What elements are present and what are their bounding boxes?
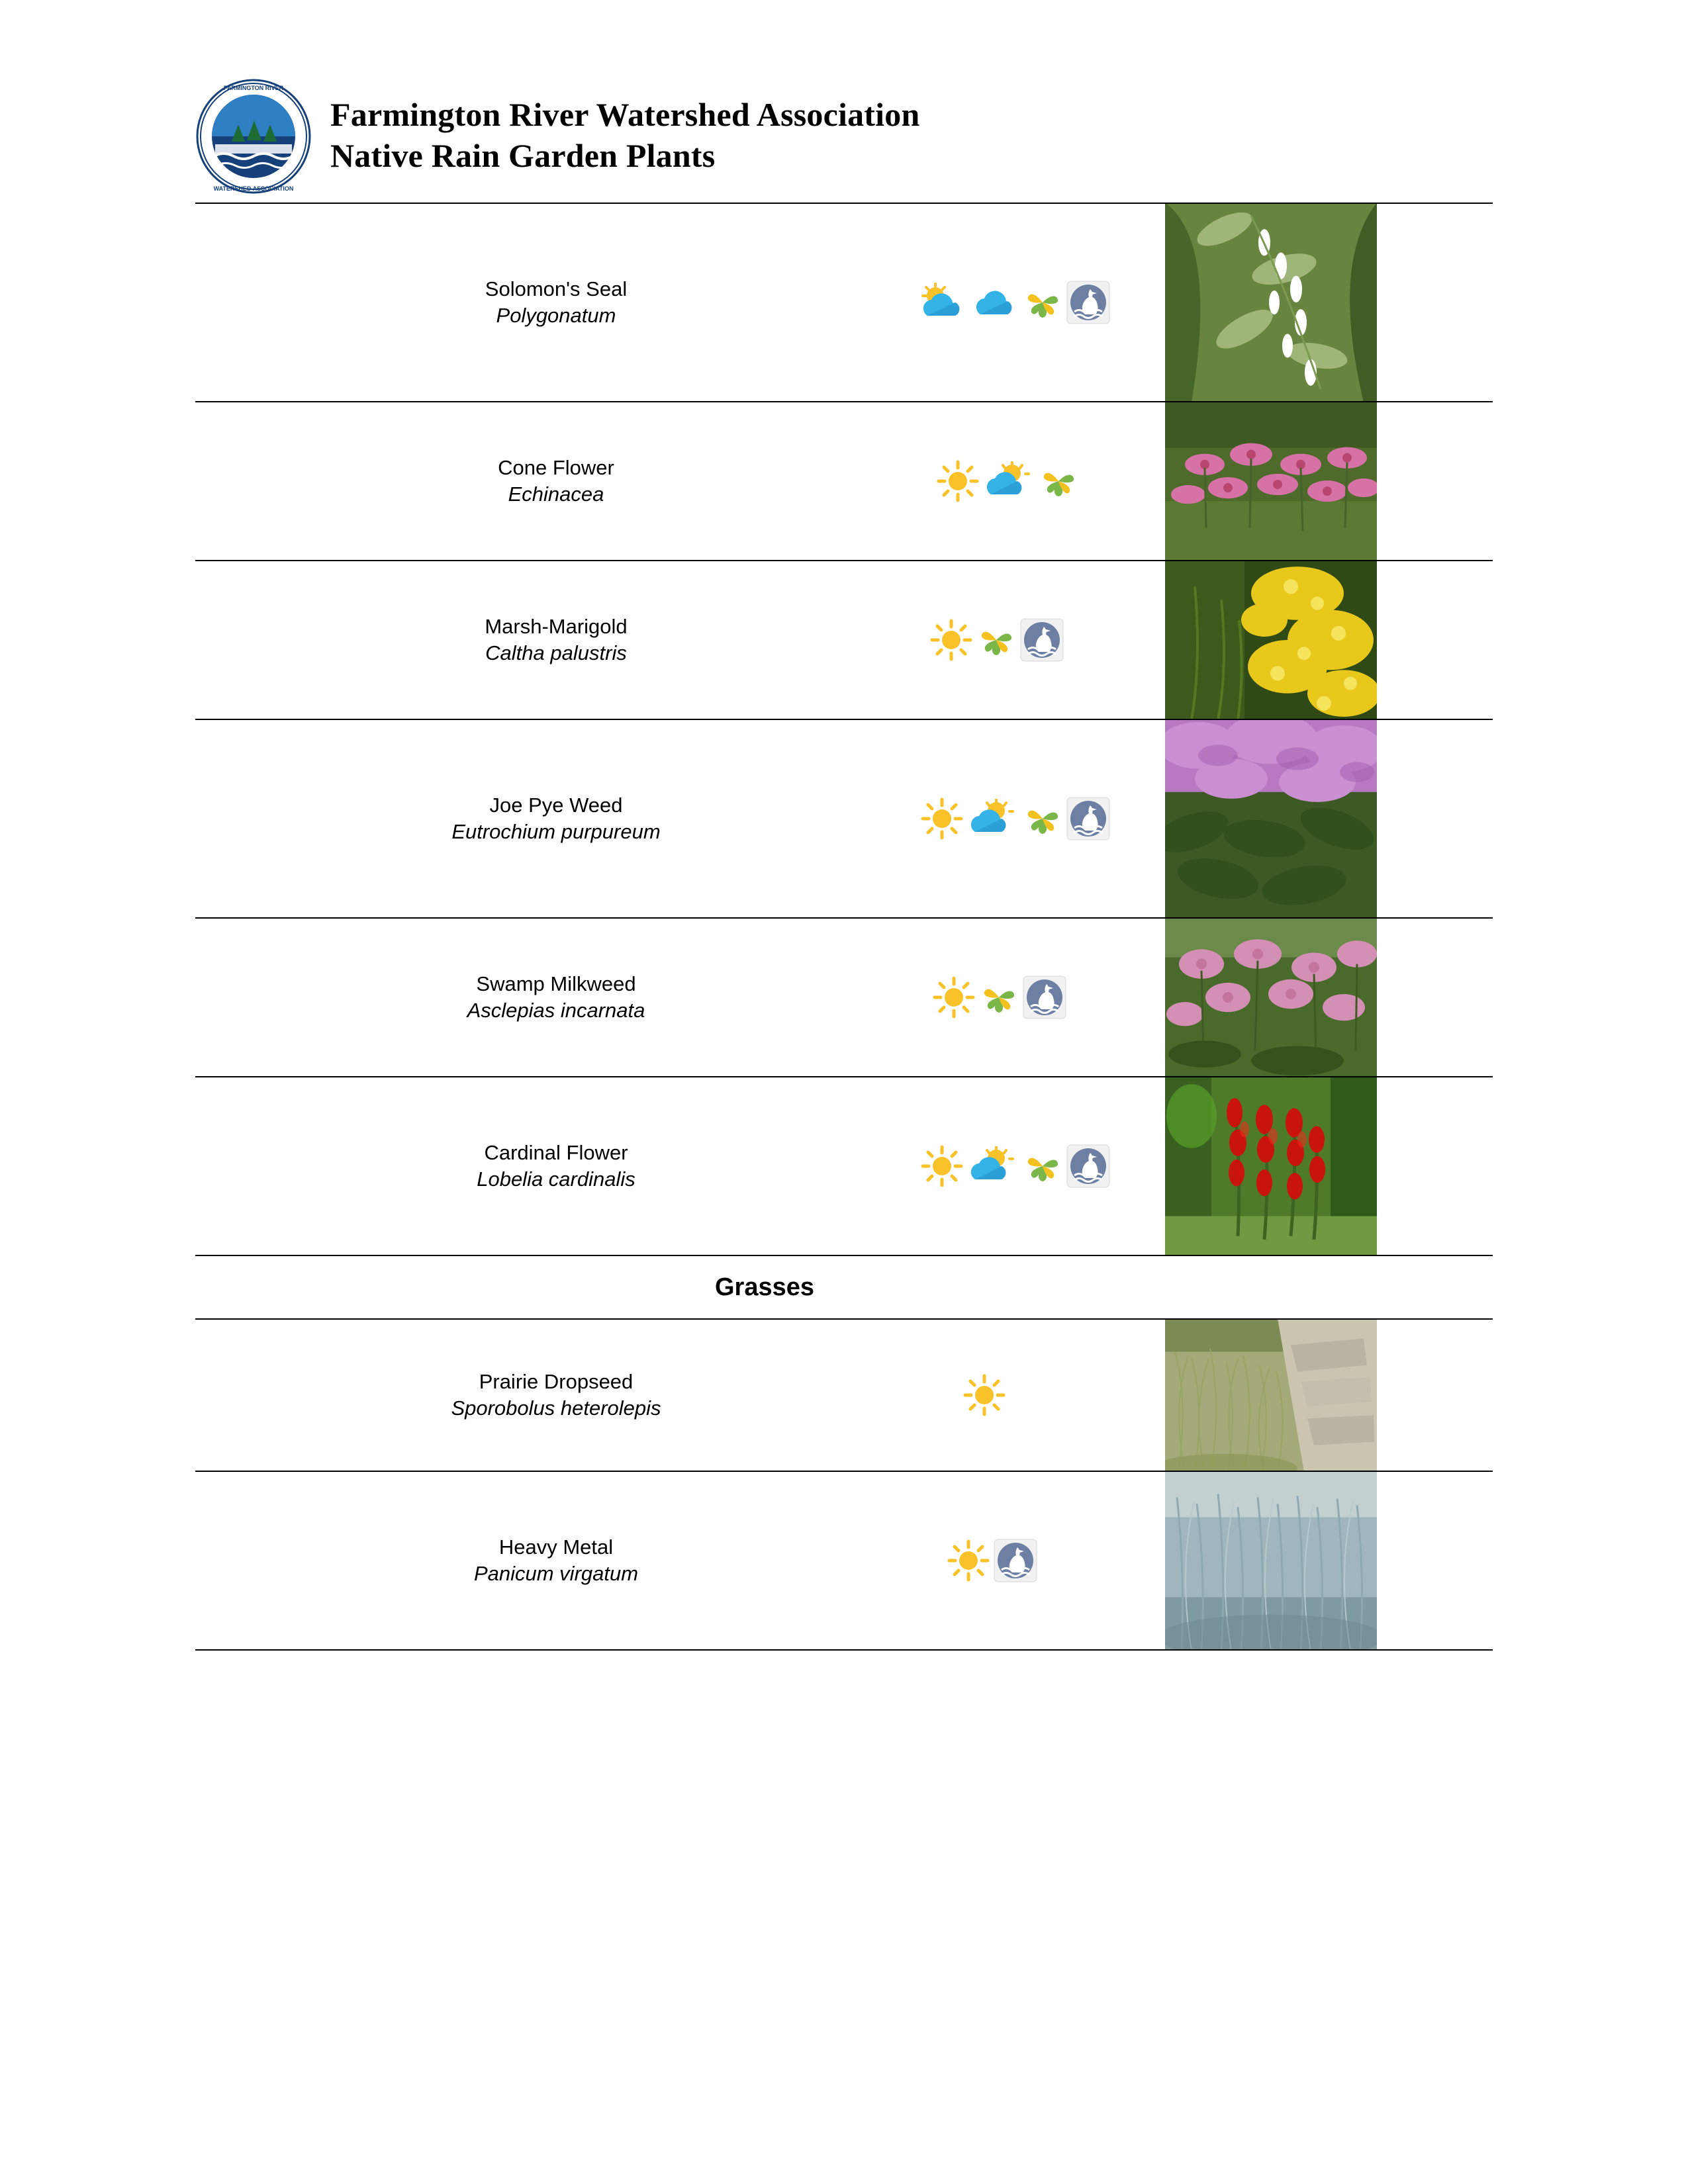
marsh-marigold-photo [1165,561,1377,719]
table-row [195,560,1493,719]
cone-flower-photo [1165,402,1377,560]
plant-scientific-name: Caltha palustris [485,641,627,664]
joe-pye-weed-photo [1165,720,1377,917]
plant-common-name: Joe Pye Weed [489,794,623,817]
plant-scientific-name: Panicum virgatum [473,1562,639,1585]
full-sun-icon [947,1539,990,1582]
table-row [195,1076,1493,1255]
document-header [195,78,1493,204]
pollinator-leaf-icon [1023,283,1062,322]
organization-title: Farmington River Watershed Association [330,96,920,133]
full-sun-icon [921,797,963,840]
prairie-dropseed-photo [1165,1320,1377,1471]
section-title: Grasses [714,1273,814,1301]
table-row [195,719,1493,917]
plant-scientific-name: Polygonatum [496,304,616,327]
partial-sun-icon [983,461,1035,501]
plant-name-cell [195,971,917,1024]
pollinator-leaf-icon [1023,1146,1062,1186]
shade-cloud-icon [972,283,1019,322]
pollinator-leaf-icon [976,620,1016,660]
plant-name-cell [195,276,917,329]
plant-scientific-name: Lobelia cardinalis [477,1167,635,1191]
plant-common-name: Marsh-Marigold [485,615,628,638]
full-sun-icon [933,976,975,1019]
header-titles [330,78,919,176]
plant-scientific-name: Asclepias incarnata [467,999,645,1022]
water-tolerant-heron-icon [1023,976,1066,1019]
plant-scientific-name: Sporobolus heterolepis [451,1396,661,1420]
plant-condition-icons [917,976,1165,1019]
plant-condition-icons [917,1374,1165,1416]
plant-common-name: Prairie Dropseed [479,1370,633,1393]
logo-text-bottom: WATERSHED ASSOCIATION [213,185,294,192]
plant-scientific-name: Eutrochium purpureum [451,820,661,843]
table-row [195,1318,1493,1471]
page-title: Native Rain Garden Plants [330,137,716,174]
plant-common-name: Cardinal Flower [484,1141,628,1164]
farmington-river-watershed-association-logo [195,78,312,195]
full-sun-icon [930,619,972,661]
water-tolerant-heron-icon [1066,281,1110,324]
full-sun-icon [963,1374,1006,1416]
plant-common-name: Swamp Milkweed [476,972,636,995]
plant-name-cell [195,792,917,845]
full-sun-icon [937,460,979,502]
partial-sun-icon [967,799,1019,839]
full-sun-icon [921,1145,963,1187]
swamp-milkweed-photo [1165,919,1377,1076]
heavy-metal-photo [1165,1472,1377,1649]
section-divider-grasses [195,1255,1493,1318]
plant-common-name: Solomon's Seal [485,277,628,300]
plant-condition-icons [917,618,1165,662]
plant-name-cell [195,1140,917,1193]
plant-name-cell [195,455,917,508]
water-tolerant-heron-icon [1020,618,1064,662]
pollinator-leaf-icon [979,978,1019,1017]
table-row [195,1471,1493,1649]
logo-text-top: FARMINGTON RIVER [223,85,284,91]
table-row [195,401,1493,560]
water-tolerant-heron-icon [1066,797,1110,841]
table-row [195,917,1493,1076]
plant-condition-icons [917,1539,1165,1582]
plant-condition-icons [917,460,1165,502]
partial-sun-icon [967,1146,1019,1186]
table-row [195,203,1493,401]
cardinal-flower-photo [1165,1077,1377,1255]
shade-cloud-icon [917,283,968,322]
plant-common-name: Cone Flower [498,456,614,479]
plant-name-cell [195,1534,917,1587]
table-bottom-border [195,1649,1493,1651]
plant-condition-icons [917,797,1165,841]
plant-condition-icons [917,1144,1165,1188]
pollinator-leaf-icon [1023,799,1062,839]
water-tolerant-heron-icon [994,1539,1037,1582]
pollinator-leaf-icon [1039,461,1078,501]
plant-condition-icons [917,281,1165,324]
water-tolerant-heron-icon [1066,1144,1110,1188]
solomons-seal-photo [1165,204,1377,401]
plant-common-name: Heavy Metal [498,1535,614,1559]
plant-name-cell [195,614,917,666]
plant-table [195,203,1493,1651]
plant-scientific-name: Echinacea [508,482,604,506]
plant-name-cell [195,1369,917,1422]
